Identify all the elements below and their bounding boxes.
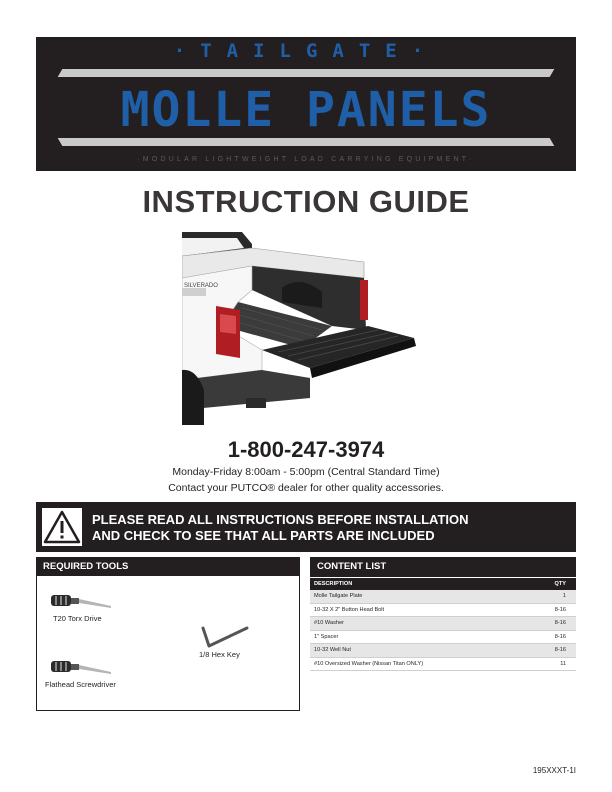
banner-title: MOLLE PANELS bbox=[120, 82, 492, 138]
tool-label-flathead: Flathead Screwdriver bbox=[45, 680, 116, 689]
row-description: 10-32 X 2" Button Head Bolt bbox=[310, 603, 522, 617]
content-list-table bbox=[310, 578, 576, 671]
tool-label-torx: T20 Torx Drive bbox=[53, 614, 102, 623]
truck-badge: SILVERADO bbox=[184, 283, 218, 289]
row-qty: 11 bbox=[522, 657, 576, 671]
support-phone: 1-800-247-3974 bbox=[227, 437, 385, 462]
tool-label-hex: 1/8 Hex Key bbox=[199, 650, 240, 659]
warning-line-1: PLEASE READ ALL INSTRUCTIONS BEFORE INSTALLATION bbox=[92, 512, 469, 527]
row-qty: 1 bbox=[522, 590, 576, 603]
banner-tagline: ·MODULAR LIGHTWEIGHT LOAD CARRYING EQUIPMENT· bbox=[137, 156, 475, 163]
row-description: Molle Tailgate Plate bbox=[310, 590, 522, 603]
product-banner bbox=[36, 37, 576, 171]
torx-driver-icon bbox=[49, 592, 113, 610]
warning-icon bbox=[42, 508, 82, 546]
table-header-row bbox=[310, 578, 576, 590]
dealer-contact: Contact your PUTCO® dealer for other quality accessories. bbox=[168, 482, 444, 494]
row-qty: 8-16 bbox=[522, 617, 576, 631]
warning-text bbox=[92, 512, 572, 544]
row-description: #10 Oversized Washer (Nissan Titan ONLY) bbox=[310, 657, 522, 671]
content-list-header: CONTENT LIST bbox=[310, 557, 576, 577]
column-header-qty: QTY bbox=[522, 578, 576, 590]
truck-bed-photo bbox=[182, 230, 432, 425]
table-row bbox=[310, 617, 576, 631]
hex-key-icon bbox=[199, 620, 251, 650]
table-row bbox=[310, 603, 576, 617]
required-tools-header: REQUIRED TOOLS bbox=[37, 558, 299, 576]
page-title: INSTRUCTION GUIDE bbox=[142, 184, 470, 219]
banner-top-bar bbox=[58, 69, 555, 77]
support-hours: Monday-Friday 8:00am - 5:00pm (Central Standard Time) bbox=[172, 466, 440, 478]
row-description: 10-32 Well Nut bbox=[310, 644, 522, 658]
table-row bbox=[310, 590, 576, 603]
column-header-description: DESCRIPTION bbox=[310, 578, 522, 590]
part-number: 195XXXT-1I bbox=[532, 766, 576, 775]
flathead-screwdriver-icon bbox=[49, 658, 113, 676]
row-qty: 8-16 bbox=[522, 603, 576, 617]
banner-bottom-bar bbox=[58, 138, 555, 146]
table-row bbox=[310, 657, 576, 671]
row-description: #10 Washer bbox=[310, 617, 522, 631]
warning-line-2: AND CHECK TO SEE THAT ALL PARTS ARE INCLUDED bbox=[92, 528, 435, 543]
row-qty: 8-16 bbox=[522, 630, 576, 644]
warning-banner bbox=[36, 502, 576, 552]
row-qty: 8-16 bbox=[522, 644, 576, 658]
table-row bbox=[310, 630, 576, 644]
table-row bbox=[310, 644, 576, 658]
row-description: 1" Spacer bbox=[310, 630, 522, 644]
banner-subtitle: ·TAILGATE· bbox=[173, 40, 439, 62]
required-tools-panel bbox=[36, 557, 300, 711]
